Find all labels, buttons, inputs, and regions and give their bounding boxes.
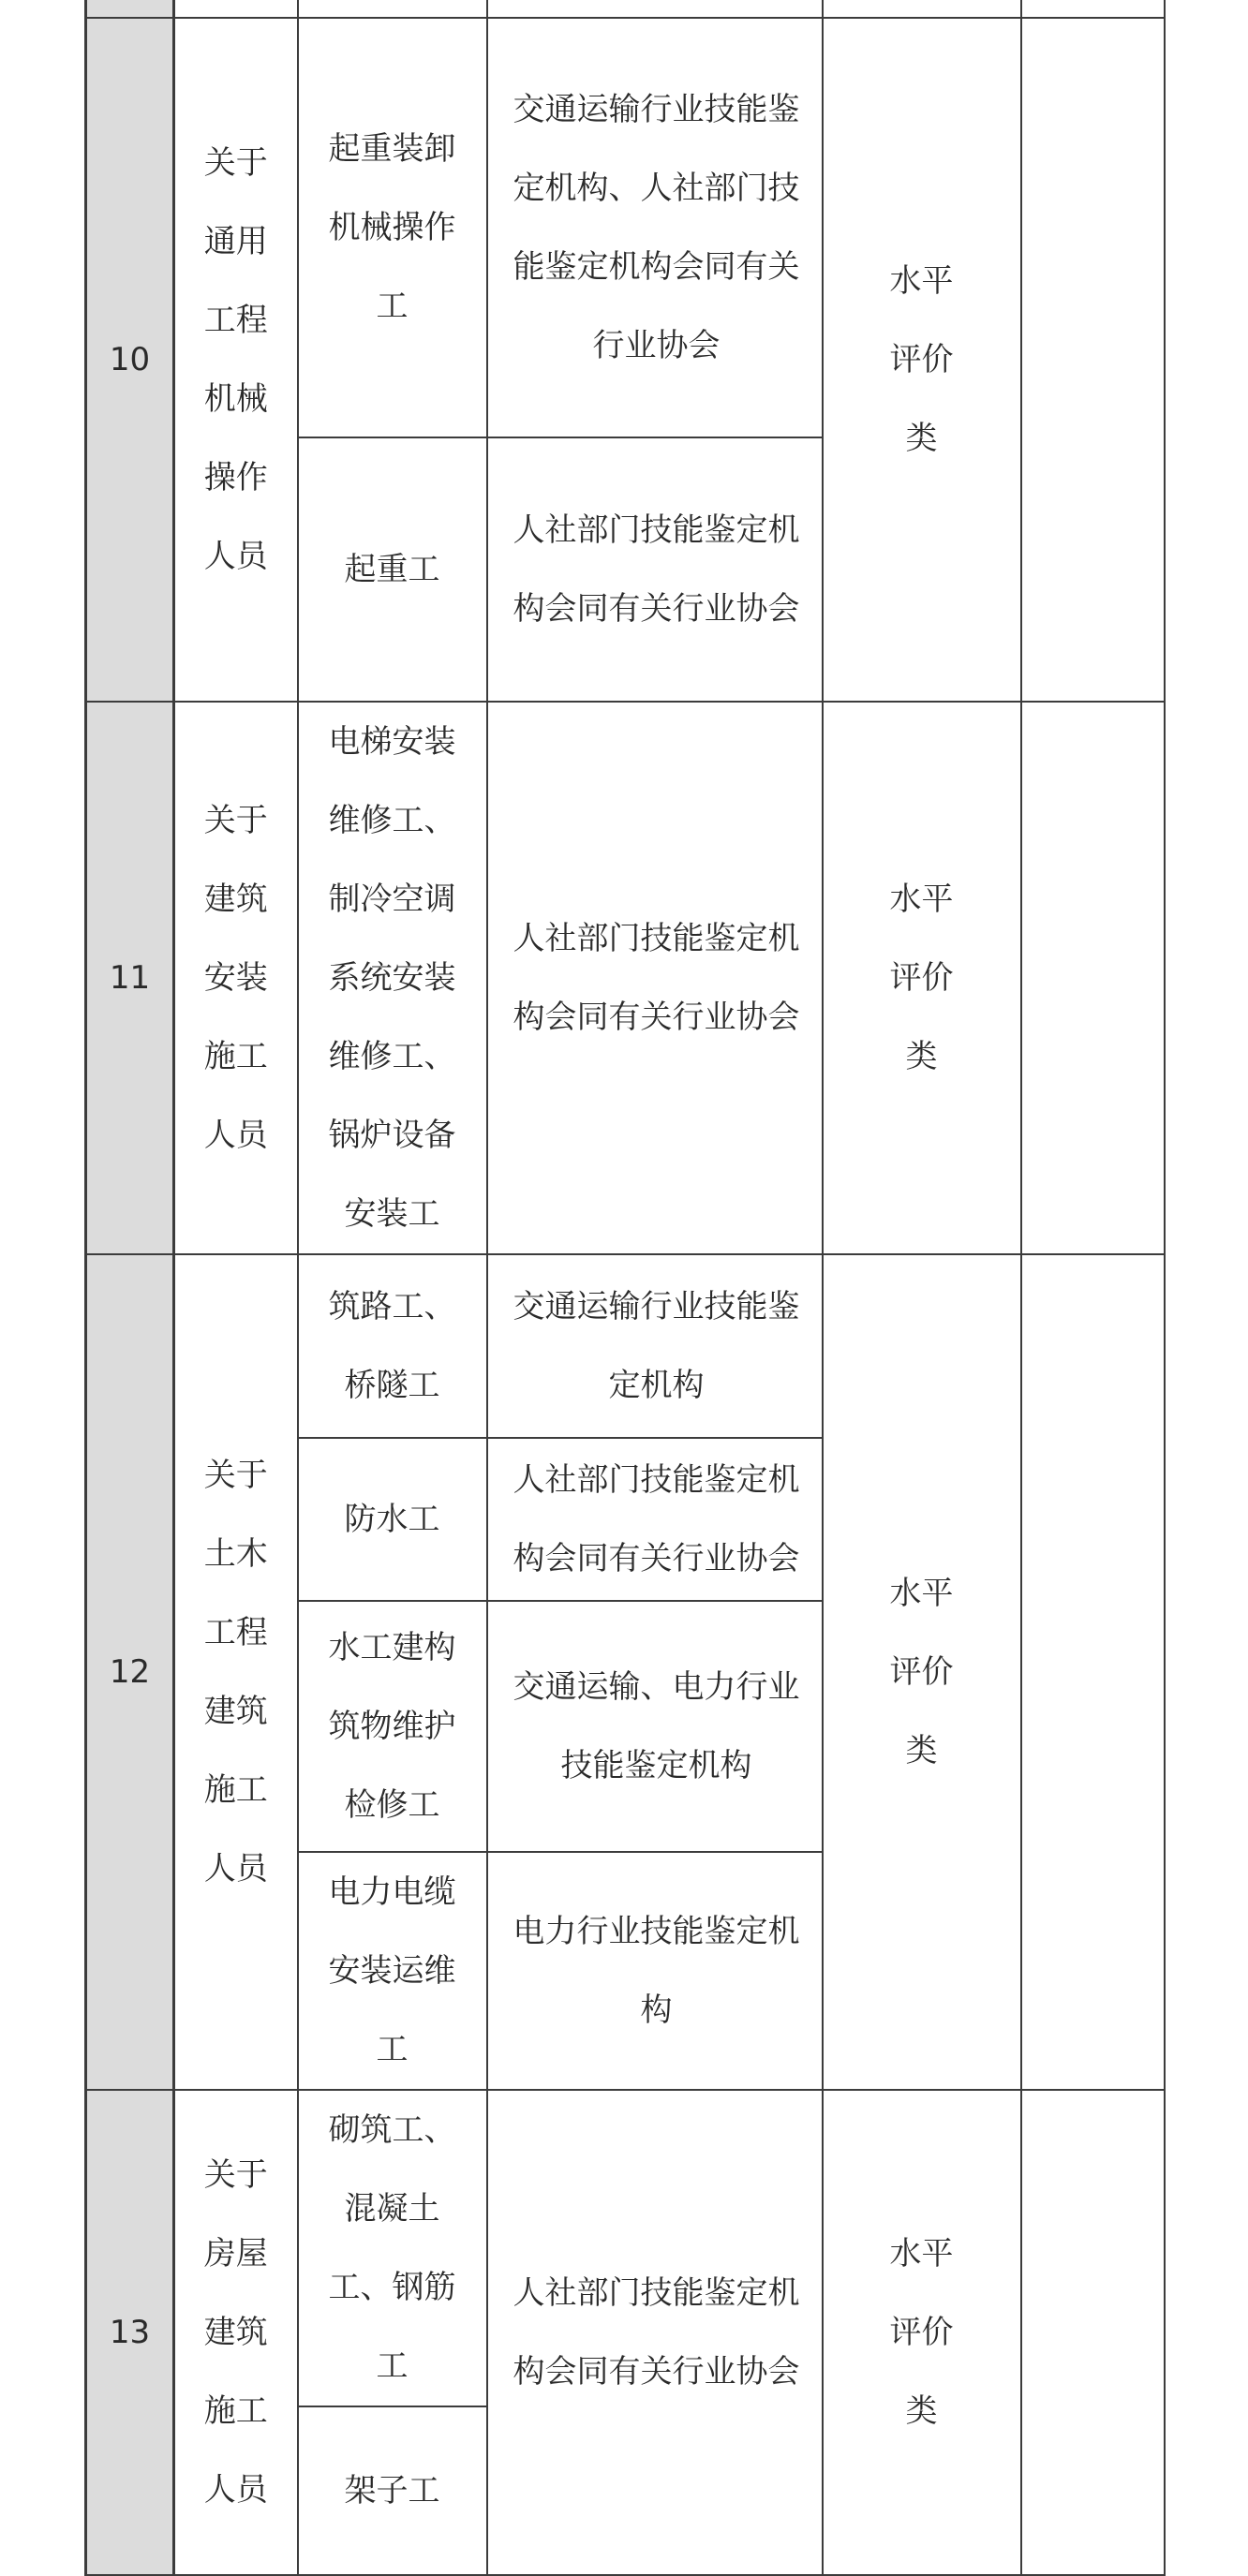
table-row	[86, 18, 1165, 437]
category-cell	[174, 18, 298, 702]
row-number-cell: 11	[86, 702, 174, 1254]
job-text: 起重装卸机械操作工	[328, 130, 456, 325]
job-cell	[298, 1601, 487, 1852]
note-cell	[1021, 702, 1165, 1254]
job-text: 防水工	[344, 1501, 440, 1538]
type-text: 水平评价类	[889, 881, 954, 1075]
type-cell	[823, 702, 1021, 1254]
job-cell	[298, 1438, 487, 1601]
category-cell	[174, 1254, 298, 2090]
job-cell	[298, 1254, 487, 1438]
table-row	[86, 702, 1165, 1254]
category-text: 关于建筑安装施工人员	[203, 802, 268, 1154]
category-cell	[174, 0, 298, 18]
job-text: 架子工	[344, 2472, 440, 2509]
org-cell	[487, 0, 823, 18]
org-text: 交通运输行业技能鉴定机构	[513, 1288, 800, 1404]
org-cell	[487, 437, 823, 702]
category-cell	[174, 702, 298, 1254]
job-cell	[298, 2406, 487, 2575]
job-text: 电梯安装维修工、制冷空调系统安装维修工、锅炉设备安装工	[328, 723, 456, 1233]
table-row-previous	[86, 0, 1165, 18]
note-cell	[1021, 0, 1165, 18]
type-text: 水平评价类	[889, 262, 954, 457]
org-text: 交通运输行业技能鉴定机构、人社部门技能鉴定机构会同有关行业协会	[513, 91, 800, 364]
job-cell	[298, 0, 487, 18]
type-cell	[823, 18, 1021, 702]
org-text: 交通运输、电力行业技能鉴定机构	[513, 1668, 800, 1784]
type-cell	[823, 2090, 1021, 2575]
org-text: 电力行业技能鉴定机构	[513, 1913, 800, 2029]
category-text: 关于通用工程机械操作人员	[203, 144, 268, 575]
job-text: 起重工	[344, 551, 440, 588]
org-cell	[487, 1438, 823, 1601]
type-cell	[823, 0, 1021, 18]
certification-table	[84, 0, 1166, 2576]
job-text: 水工建构筑物维护检修工	[328, 1629, 456, 1824]
org-text: 人社部门技能鉴定机构会同有关行业协会	[513, 511, 800, 628]
note-cell	[1021, 2090, 1165, 2575]
job-text: 电力电缆安装运维工	[328, 1873, 456, 2068]
org-cell	[487, 1254, 823, 1438]
org-cell	[487, 18, 823, 437]
type-text: 水平评价类	[889, 2235, 954, 2430]
row-number-cell	[86, 0, 174, 18]
job-cell	[298, 18, 487, 437]
org-cell	[487, 1852, 823, 2090]
table-row	[86, 2090, 1165, 2406]
job-cell	[298, 1852, 487, 2090]
note-cell	[1021, 1254, 1165, 2090]
type-text: 水平评价类	[889, 1575, 954, 1769]
note-cell	[1021, 18, 1165, 702]
job-cell	[298, 702, 487, 1254]
org-cell	[487, 2090, 823, 2575]
type-cell	[823, 1254, 1021, 2090]
table-row	[86, 1254, 1165, 1438]
category-text: 关于房屋建筑施工人员	[203, 2156, 268, 2509]
category-text: 关于土木工程建筑施工人员	[203, 1457, 268, 1888]
org-cell	[487, 702, 823, 1254]
row-number-cell: 12	[86, 1254, 174, 2090]
job-text: 砌筑工、混凝土工、钢筋工	[328, 2111, 456, 2385]
org-text: 人社部门技能鉴定机构会同有关行业协会	[513, 1461, 800, 1577]
category-cell	[174, 2090, 298, 2575]
job-cell	[298, 437, 487, 702]
row-number-cell: 13	[86, 2090, 174, 2575]
job-cell	[298, 2090, 487, 2406]
org-text: 人社部门技能鉴定机构会同有关行业协会	[513, 2274, 800, 2391]
org-text: 人社部门技能鉴定机构会同有关行业协会	[513, 920, 800, 1036]
row-number-cell: 10	[86, 18, 174, 702]
org-cell	[487, 1601, 823, 1852]
job-text: 筑路工、桥隧工	[328, 1288, 456, 1404]
